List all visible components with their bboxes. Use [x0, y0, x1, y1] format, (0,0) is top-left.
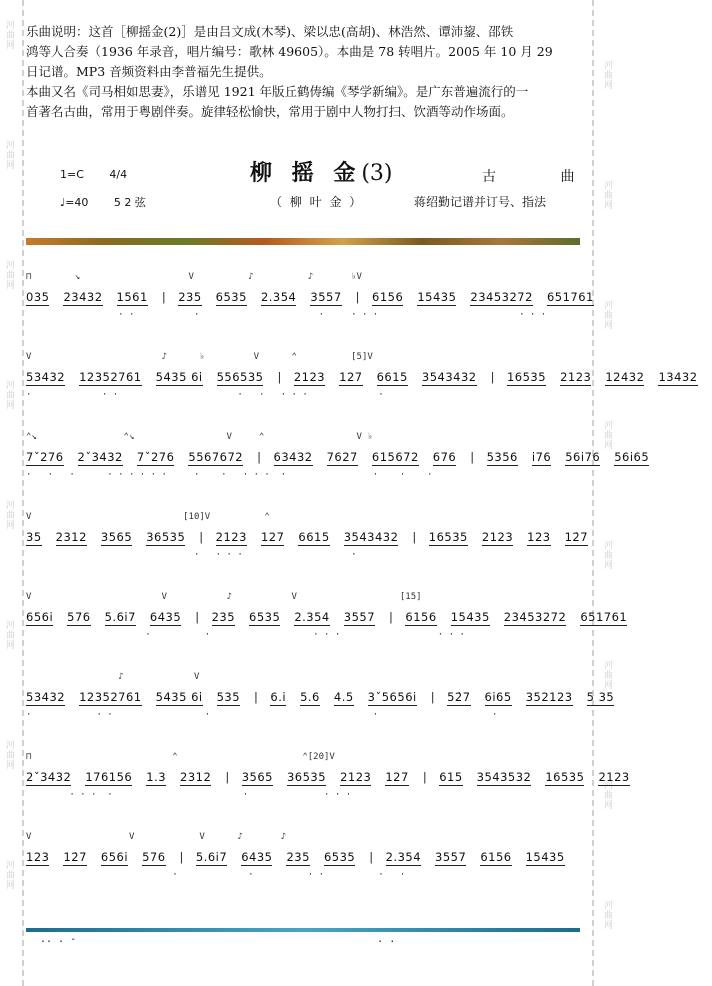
note-group: 23432 — [63, 290, 103, 304]
note-group: 3565 — [241, 770, 273, 784]
note-group: 3557 — [343, 610, 376, 624]
note-group: 16535 — [506, 370, 547, 384]
note-group: 615672 — [371, 450, 419, 464]
note-group: 235 — [211, 610, 236, 624]
intro-line: 乐曲说明：这首［柳摇金(2)］是由吕文成(木琴)、梁以忠(高胡)、林浩然、谭沛鋆、邵铁 — [26, 24, 514, 39]
note-group: 556535 — [216, 370, 264, 384]
note-group: 6.i — [270, 690, 287, 704]
note-group: 3543432 — [343, 530, 399, 544]
note-group: 6615 — [298, 530, 330, 544]
string-tuning: 5 2 弦 — [113, 196, 146, 209]
note-group: 2123 — [215, 530, 247, 544]
note-group: 56i76 — [565, 450, 601, 464]
note-group: 36535 — [286, 770, 327, 784]
note-group: 127 — [385, 770, 409, 784]
articulation-marks: V V V ♪ ♪ — [26, 832, 287, 842]
note-group: 2ˇ3432 — [77, 450, 123, 464]
score-row — [26, 512, 589, 562]
note-group: 13432 — [658, 370, 698, 384]
score-row — [26, 352, 698, 402]
articulation-marks: ⊓ ⌃ ⌃[20]V — [26, 752, 335, 762]
articulation-marks: ⊓ ↘ V ♪ ♪ ♭V — [26, 272, 362, 282]
note-group: 63432 — [273, 450, 313, 464]
note-group: 12̇7 — [564, 530, 589, 544]
note-group: 12̇7 — [63, 850, 87, 864]
note-group: 035 — [26, 290, 50, 304]
note-group: 123 — [527, 530, 551, 544]
barline: | — [355, 290, 361, 304]
score-row — [26, 272, 594, 322]
note-group: 56i65 — [614, 450, 650, 464]
note-group: 15435 — [417, 290, 457, 304]
note-group: 53432 — [26, 370, 66, 384]
intro-line: 本曲又名《司马相如思妻》，乐谱见 1921 年版丘鹤俦编《琴学新编》。是广东普遍流行的一 — [26, 84, 529, 99]
octave-dots: · · · · · · · · · · — [26, 310, 547, 320]
note-group: 35 — [26, 530, 42, 544]
note-line — [26, 770, 630, 786]
tail-dots: .. . - . . — [40, 934, 396, 945]
note-group: 127 — [260, 530, 285, 544]
note-group: 235 — [286, 850, 310, 864]
score-title — [250, 156, 393, 187]
note-group: 6156 — [405, 610, 437, 624]
watermark-text: 河曲网 — [602, 60, 612, 90]
note-group: 5.6 — [300, 690, 320, 704]
barline: | — [225, 770, 230, 784]
note-group: 6535 — [215, 290, 247, 304]
barline: | — [389, 610, 394, 624]
bottom-divider — [26, 928, 580, 932]
note-group: 5.6i7 — [195, 850, 228, 864]
note-group: 6435 — [241, 850, 273, 864]
articulation-marks: ♪ V — [26, 672, 200, 682]
octave-dots: · · · · · · — [26, 710, 498, 720]
note-group: 3ˇ5656i — [367, 690, 417, 704]
octave-dots: · · · · · · — [26, 870, 406, 880]
note-group: 2312 — [180, 770, 212, 784]
note-line — [26, 610, 628, 626]
note-group: 6535 — [249, 610, 281, 624]
octave-dots: · · · · · · · · · — [26, 390, 384, 400]
title-number: (3) — [361, 161, 393, 186]
note-group: 176156 — [85, 770, 133, 784]
note-group: 5435 6i — [155, 690, 203, 704]
note-group: 7627 — [326, 450, 358, 464]
watermark-text: 河曲网 — [4, 260, 14, 290]
score-subtitle: （ 柳 叶 金 ） — [270, 195, 364, 209]
decorative-band — [26, 238, 580, 245]
note-group: 15435 — [525, 850, 565, 864]
barline: | — [422, 770, 428, 784]
note-group: 651761 — [546, 290, 594, 304]
barline: | — [161, 290, 167, 304]
note-group: 2312 — [55, 530, 87, 544]
octave-dots: · · · · · · · · — [26, 630, 465, 640]
note-group: 235 — [178, 290, 202, 304]
note-group: 656i — [100, 850, 129, 864]
note-group: 1561 — [116, 290, 148, 304]
note-group: 2123 — [560, 370, 592, 384]
note-group: 676 — [432, 450, 457, 464]
barline: | — [254, 690, 259, 704]
note-group: 615 — [439, 770, 463, 784]
score-transcriber: 蒋绍勤记谱并订号、指法 — [414, 195, 547, 209]
watermark-text: 河曲网 — [602, 660, 612, 690]
note-group: 352123 — [525, 690, 573, 704]
barline: | — [179, 850, 184, 864]
note-line — [26, 370, 698, 386]
watermark-text: 河曲网 — [4, 380, 14, 410]
note-group: 127 — [339, 370, 363, 384]
left-watermark-strip — [0, 0, 24, 986]
note-group: 23453272 — [503, 610, 567, 624]
note-group: 5.6i7 — [104, 610, 136, 624]
watermark-text: 河曲网 — [602, 180, 612, 210]
note-group: 16535 — [428, 530, 468, 544]
barline: | — [277, 370, 282, 384]
articulation-marks: V [10]V ⌃ — [26, 512, 270, 522]
watermark-text: 河曲网 — [602, 420, 612, 450]
watermark-text: 河曲网 — [602, 300, 612, 330]
note-group: 3565 — [100, 530, 133, 544]
score-header-left — [60, 168, 168, 220]
note-group: 3543432 — [421, 370, 477, 384]
note-line — [26, 850, 586, 866]
note-group: 1.3 — [146, 770, 167, 784]
intro-line: 首著名古曲，常用于粤剧伴奏。旋律轻松愉快，常用于剧中人物打扫、饮酒等动作场面。 — [26, 104, 514, 119]
tempo-marking: ♩=40 — [60, 196, 89, 209]
barline: | — [412, 530, 417, 544]
score-origin: 古 曲 — [482, 169, 605, 185]
note-group: 6i65 — [484, 690, 512, 704]
note-group: 651761 — [580, 610, 628, 624]
note-group: 5356 — [486, 450, 518, 464]
intro-line: 日记谱。MP3 音频资料由李普福先生提供。 — [26, 64, 272, 79]
note-group: 2123 — [598, 770, 630, 784]
watermark-text: 河曲网 — [4, 860, 14, 890]
note-group: 5435 6i — [155, 370, 203, 384]
watermark-text: 河曲网 — [4, 20, 14, 50]
intro-notes — [26, 22, 586, 122]
articulation-marks: ⌃↘ ⌃↘ V ⌃ V ♭ — [26, 432, 373, 442]
octave-dots: · · · · · — [26, 550, 357, 560]
watermark-text: 河曲网 — [4, 140, 14, 170]
note-group: 5567672 — [188, 450, 244, 464]
watermark-text: 河曲网 — [4, 740, 14, 770]
note-group: 16535 — [545, 770, 585, 784]
note-group: 15435 — [450, 610, 490, 624]
note-group: 36535 — [146, 530, 186, 544]
watermark-text: 河曲网 — [4, 620, 14, 650]
key-signature: 1=C — [60, 168, 84, 181]
barline: | — [470, 450, 475, 464]
note-group: 3543532 — [476, 770, 532, 784]
watermark-text: 河曲网 — [602, 780, 612, 810]
barline: | — [199, 530, 204, 544]
note-group: 6156 — [480, 850, 512, 864]
note-group: 2123 — [293, 370, 326, 384]
note-group: 53432 — [26, 690, 66, 704]
articulation-marks: V V ♪ V [15] — [26, 592, 422, 602]
note-group: i76 — [531, 450, 552, 464]
note-group: 7ˇ276 — [26, 450, 64, 464]
intro-line: 鸿等人合奏（1936 年录音，唱片编号：歌林 49605）。本曲是 78 转唱片。2005 年 10 月 29 — [26, 44, 553, 59]
octave-dots: · · · · · · · · · · · · · · · · · · — [26, 470, 433, 480]
note-group: 6615 — [376, 370, 408, 384]
note-group: 4.5 — [333, 690, 354, 704]
octave-dots: · · · · · · · · — [26, 790, 352, 800]
note-group: 52̇7 — [447, 690, 471, 704]
note-group: 6156 — [372, 290, 404, 304]
barline: | — [257, 450, 262, 464]
note-group: 2.354 — [385, 850, 422, 864]
note-line — [26, 450, 650, 466]
note-group: 535 — [216, 690, 241, 704]
note-group: 12432 — [605, 370, 645, 384]
note-group: 2ˇ3432 — [26, 770, 72, 784]
note-group: 123 — [26, 850, 50, 864]
watermark-text: 河曲网 — [602, 900, 612, 930]
note-group: 6535 — [323, 850, 356, 864]
note-group: 23453272 — [470, 290, 533, 304]
note-group: 576 — [142, 850, 166, 864]
note-group: 2.354 — [260, 290, 297, 304]
title-text: 柳 摇 金 — [250, 160, 362, 186]
articulation-marks: V ♪ ♭ V ⌃ [5]V — [26, 352, 373, 362]
note-group: 12352761 — [79, 370, 142, 384]
note-group: 12352761 — [79, 690, 142, 704]
time-signature: 4/4 — [109, 168, 128, 181]
barline: | — [369, 850, 374, 864]
barline: | — [430, 690, 436, 704]
note-group: 6435 — [149, 610, 182, 624]
note-line — [26, 290, 594, 306]
note-group: 3557 — [310, 290, 342, 304]
note-group: 5 35 — [586, 690, 615, 704]
note-group: 2123 — [340, 770, 372, 784]
note-line — [26, 690, 615, 706]
barline: | — [195, 610, 200, 624]
right-watermark-strip — [592, 0, 616, 986]
note-group: 576 — [67, 610, 91, 624]
note-line — [26, 530, 589, 546]
note-group: 2.354 — [294, 610, 330, 624]
note-group: 3557 — [435, 850, 467, 864]
note-group: 7ˇ276 — [136, 450, 175, 464]
score-row — [26, 592, 628, 642]
watermark-text: 河曲网 — [4, 500, 14, 530]
watermark-text: 河曲网 — [602, 540, 612, 570]
note-group: 2123 — [481, 530, 514, 544]
score-row — [26, 832, 586, 882]
note-group: 656i — [26, 610, 54, 624]
barline: | — [490, 370, 495, 384]
